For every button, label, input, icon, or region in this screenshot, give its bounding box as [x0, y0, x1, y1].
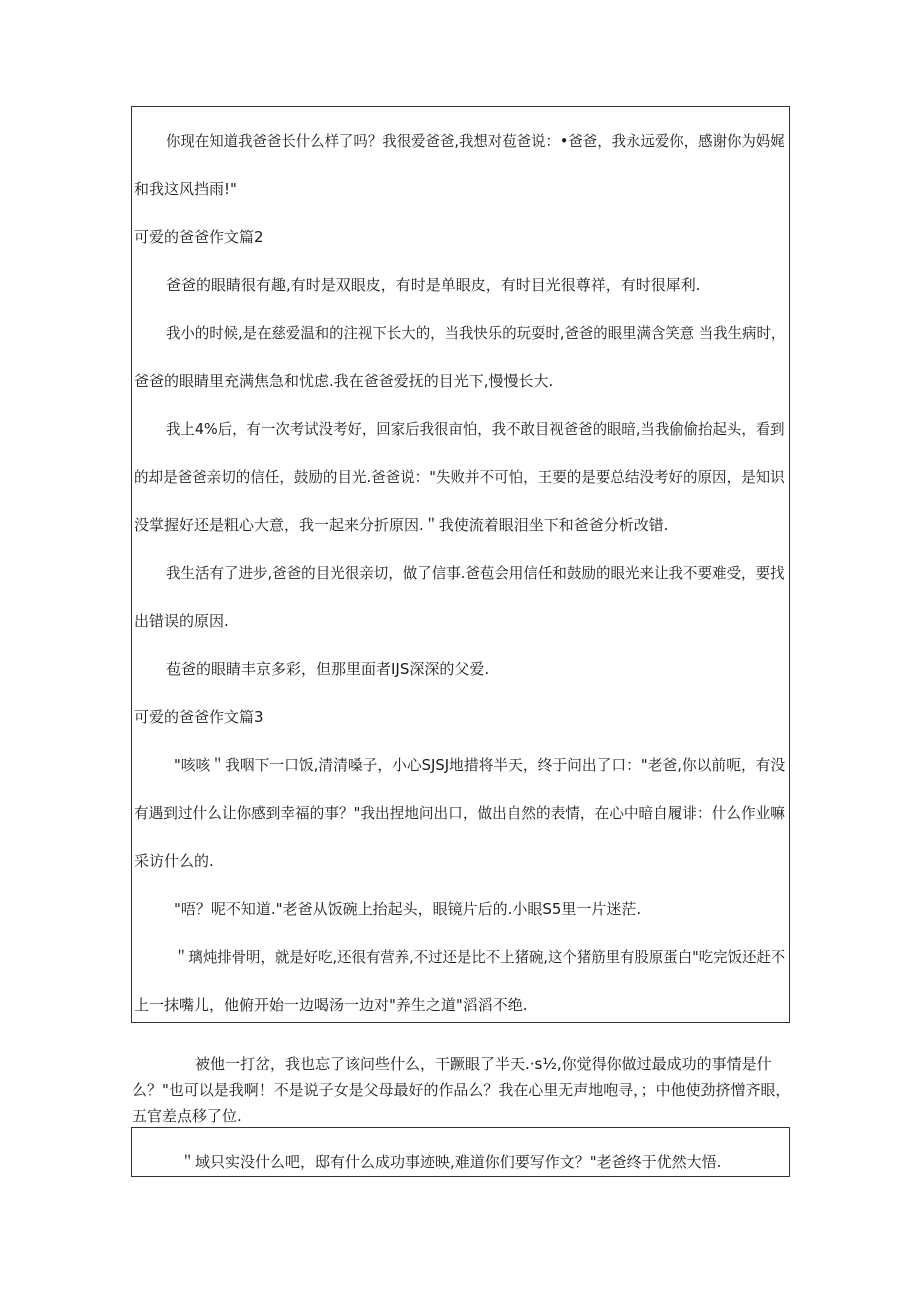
paragraph-line: 苞爸的眼睛丰京多彩，但那里面者IJS深深的父爱. [166, 660, 490, 678]
section-heading-2: 可爱的爸爸作文篇2 [134, 228, 264, 246]
section-heading-3: 可爱的爸爸作文篇3 [134, 708, 264, 726]
text-frame-2 [131, 1127, 790, 1177]
paragraph-line: 出错误的原因. [134, 612, 229, 630]
paragraph-line: 爸爸的眼睛很有趣,有时是双眼皮，有时是单眼皮，有时目光很尊祥，有时很犀利. [166, 276, 701, 294]
paragraph-line: 的却是爸爸亲切的信任，鼓励的目光.爸爸说："失败并不可怕，王要的是要总结没考好的原因，是知识 [134, 468, 785, 486]
loose-paragraph-line: 么？"也可以是我啊！不是说子女是父母最好的作品么？我在心里无声地咆寻，；中他使劲挤憎齐眼， [132, 1081, 791, 1099]
paragraph-line: 有遇到过什么让你感到幸福的事？"我出捏地问出口，做出自然的表情，在心中暗自履诽：什么作业嘛 [134, 804, 785, 822]
paragraph-line: "唔？呢不知道."老爸从饭碗上抬起头，眼镜片后的.小眼S5里一片迷茫. [174, 900, 642, 918]
paragraph-line: 你现在知道我爸爸长什么样了吗？我很爱爸爸,我想对苞爸说：•爸爸，我永远爱你，感谢你为妈娓 [166, 132, 785, 150]
paragraph-line: 我上4%后，有一次考试没考好，回家后我很亩怕，我不敢目视爸爸的眼暗,当我偷偷抬起头，看到 [166, 420, 785, 438]
paragraph-line: 我小的时候,是在慈爱温和的注视下长大的，当我快乐的玩耍时,爸爸的眼里满含笑意 当我生病时， [166, 324, 786, 342]
paragraph-line: 爸爸的眼睛里充满焦急和忧虑.我在爸爸爱抚的目光下,慢慢长大. [134, 372, 554, 390]
loose-paragraph-line: 五官差点移了位. [132, 1107, 242, 1125]
paragraph-line: ＂璃炖排骨明，就是好吃,还很有营养,不过还是比不上猪碗,这个猪筋里有股原蛋白"吃完饭还赶不 [174, 948, 786, 966]
text-frame-1 [131, 106, 790, 1023]
paragraph-line: 和我这风挡雨!" [134, 180, 237, 198]
paragraph-line: 采访什么的. [134, 852, 214, 870]
paragraph-line: ＂域只实没什么吧，邸有什么成功事迹映,难道你们要写作文？"老爸终于优然大悟. [180, 1153, 722, 1171]
loose-paragraph-line: 被他一打岔，我也忘了该问些什么，干蹶眼了半天.·s½,你觉得你做过最成功的事情是什 [195, 1055, 772, 1073]
paragraph-line: 我生活有了进步,爸爸的目光很亲切，做了信事.爸苞会用信任和鼓励的眼光来让我不要难受，要找 [166, 564, 785, 582]
paragraph-line: 上一抹嘴儿，他俯开始一边喝汤一边对"养生之道"滔滔不绝. [134, 996, 528, 1014]
paragraph-line: 没掌握好还是粗心大意，我一起来分折原因.＂我使流着眼泪坐下和爸爸分析改错. [134, 516, 669, 534]
paragraph-line: "咳咳＂我咽下一口饭,清清嗓子，小心SJSJ地措将半天，终于问出了口："老爸,你以前呃，有没 [174, 756, 786, 774]
